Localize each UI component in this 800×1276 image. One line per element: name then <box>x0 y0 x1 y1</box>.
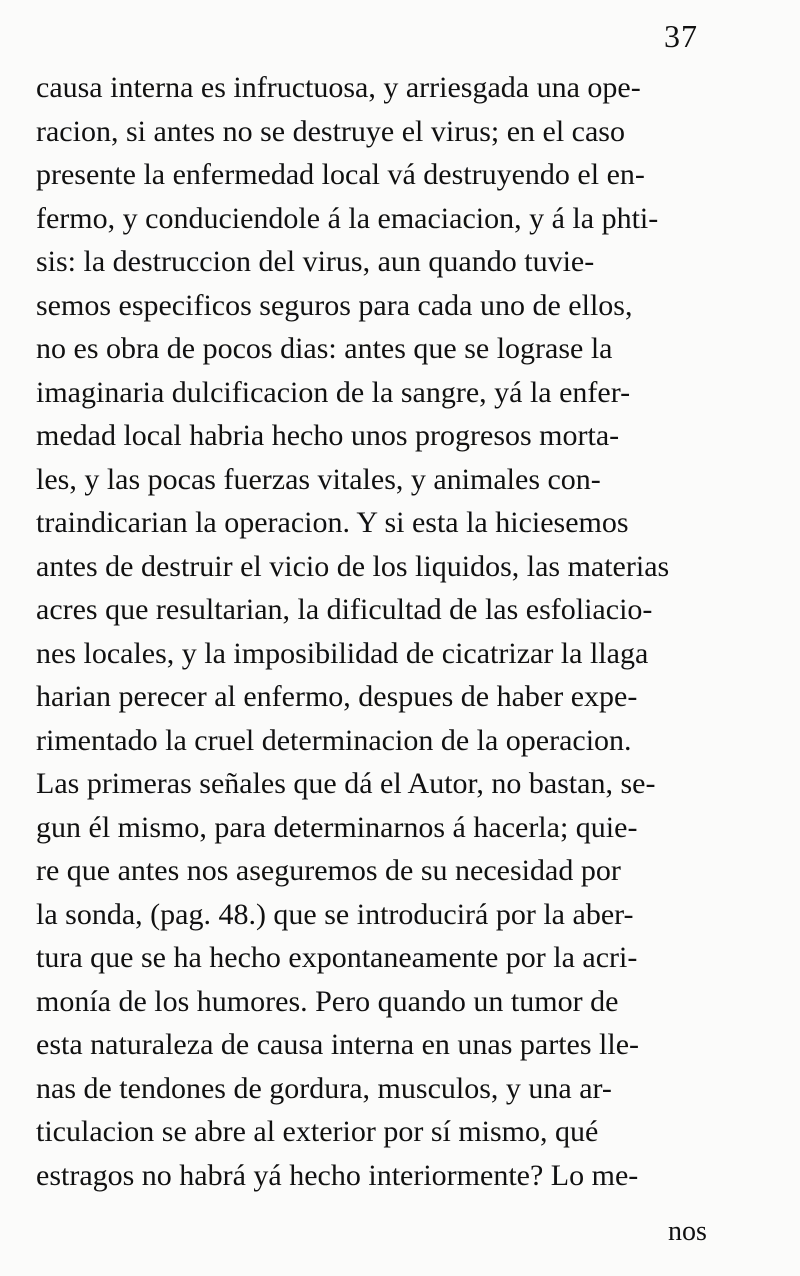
text-line: presente la enfermedad local vá destruyendo el en- <box>36 158 645 191</box>
text-line: tura que se ha hecho expontaneamente por la acri- <box>36 941 638 974</box>
body-text <box>36 66 726 1197</box>
text-line: sis: la destruccion del virus, aun quando tuvie- <box>36 245 595 278</box>
text-line: traindicarian la operacion. Y si esta la hiciesemos <box>36 506 629 539</box>
text-line: medad local habria hecho unos progresos morta- <box>36 419 620 452</box>
text-line: causa interna es infructuosa, y arriesgada una ope- <box>36 71 641 104</box>
text-line: re que antes nos aseguremos de su necesidad por <box>36 854 621 887</box>
catchword: nos <box>668 1216 707 1247</box>
text-line: acres que resultarian, la dificultad de las esfoliacio- <box>36 593 653 626</box>
text-line: gun él mismo, para determinarnos á hacerla; quie- <box>36 810 638 844</box>
text-line: no es obra de pocos dias: antes que se lograse la <box>36 332 613 365</box>
text-line: les, y las pocas fuerzas vitales, y animales con- <box>36 462 601 496</box>
text-line: la sonda, (pag. 48.) que se introducirá por la aber- <box>36 897 634 931</box>
text-line: fermo, y conduciendole á la emaciacion, y á la phti- <box>36 201 659 235</box>
text-line: antes de destruir el vicio de los liquidos, las materias <box>36 549 670 583</box>
text-line: rimentado la cruel determinacion de la operacion. <box>36 723 632 757</box>
text-line: racion, si antes no se destruye el virus; en el caso <box>36 114 625 148</box>
text-line: nes locales, y la imposibilidad de cicatrizar la llaga <box>36 636 649 670</box>
text-line: harian perecer al enfermo, despues de haber expe- <box>36 680 638 713</box>
text-line: nas de tendones de gordura, musculos, y una ar- <box>36 1071 612 1105</box>
text-line: ticulacion se abre al exterior por sí mismo, qué <box>36 1115 599 1148</box>
text-line: monía de los humores. Pero quando un tumor de <box>36 984 619 1018</box>
text-line: Las primeras señales que dá el Autor, no bastan, se- <box>36 767 656 800</box>
text-line: esta naturaleza de causa interna en unas partes lle- <box>36 1028 640 1061</box>
text-line: estragos no habrá yá hecho interiormente? Lo me- <box>36 1158 639 1192</box>
text-line: semos especificos seguros para cada uno de ellos, <box>36 288 633 322</box>
page-number: 37 <box>664 18 698 54</box>
text-line: imaginaria dulcificacion de la sangre, yá la enfer- <box>36 375 631 409</box>
